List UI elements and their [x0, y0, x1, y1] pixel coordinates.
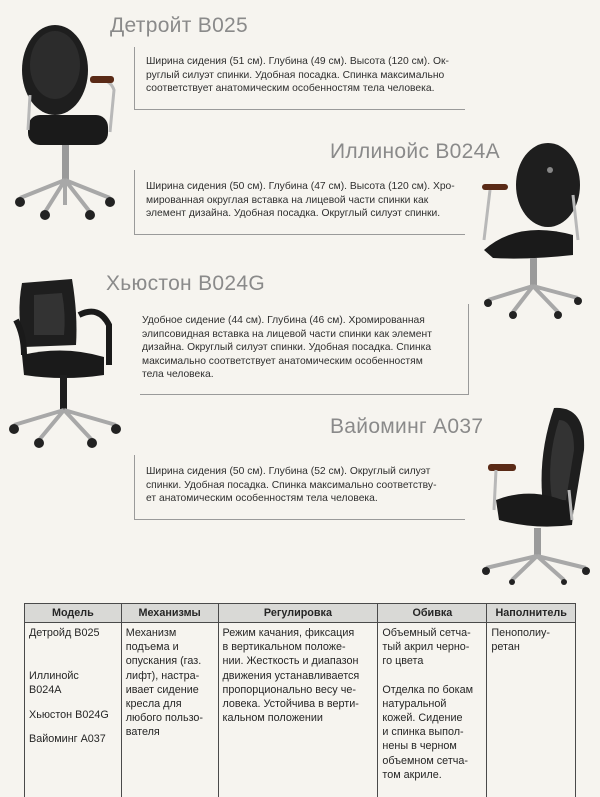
upholstery-text-1: Объемный сетча- тый акрил черно- го цвета [382, 626, 482, 669]
product-description-houston: Удобное сидение (44 см). Глубина (46 см). Хромированная элипсовидная вставка на лицевой части спинки как элемент дизайна. Округлый силуэт спинки. Удобная посадка. Спинка максимально соответствует анатомическим особенностям тела человека. [142, 314, 467, 382]
product-description-wyoming: Ширина сидения (50 см). Глубина (52 см). Округлый силуэт спинки. Удобная посадка. Спинка максимально соответству- ет анатомическим особенностям тела человека. [146, 465, 466, 506]
product-title-illinois: Иллинойс В024А [330, 140, 500, 164]
column-header-filler: Наполнитель [487, 604, 576, 623]
product-title-detroit: Детройт В025 [110, 14, 248, 38]
product-title-wyoming: Вайоминг А037 [330, 415, 483, 439]
mechanisms-cell [121, 623, 218, 797]
table-row [25, 623, 576, 797]
model-name: Вайоминг А037 [29, 732, 117, 746]
chair-wyoming-image [474, 400, 594, 585]
mechanisms-text: Механизм подъема и опускания (газ. лифт), настра- ивает сидение кресла для любого пользо- вателя [126, 626, 214, 740]
table-header-row [25, 604, 576, 623]
product-description-illinois: Ширина сидения (50 см). Глубина (47 см). Высота (120 см). Хро- мированная округлая вставка на лицевой части спинки как элемент дизайна. Удобная посадка. Округлый силуэт спинки. [146, 180, 471, 221]
filler-cell [487, 623, 576, 797]
models-cell [25, 623, 122, 797]
adjustment-text: Режим качания, фиксация в вертикальном положе- нии. Жесткость и диапазон движения устанавливается пропорционально весу че- ловека. Устойчива в верти- кальном положении [223, 626, 374, 725]
chair-illinois-image [478, 140, 588, 320]
column-header-mechanisms: Механизмы [121, 604, 218, 623]
column-header-model: Модель [25, 604, 122, 623]
model-name: Хьюстон В024G [29, 708, 117, 722]
upholstery-cell [378, 623, 487, 797]
chair-detroit-image [10, 20, 120, 220]
column-header-adjustment: Регулировка [218, 604, 378, 623]
chair-houston-image [4, 275, 124, 450]
model-name: Иллинойс В024А [29, 669, 117, 697]
column-header-upholstery: Обивка [378, 604, 487, 623]
spec-table [24, 603, 576, 797]
upholstery-text-2: Отделка по бокам натуральной кожей. Сидение и спинка выпол- нены в черном объемном сетча- том акриле. [382, 683, 482, 782]
product-description-detroit: Ширина сидения (51 см). Глубина (49 см). Высота (120 см). Ок- руглый силуэт спинки. Удобная посадка. Спинка максимально соответствует анатомическим особенностям тела человека. [146, 55, 466, 96]
model-name: Детройд В025 [29, 626, 117, 640]
adjustment-cell [218, 623, 378, 797]
filler-text: Пенополиу- ретан [491, 626, 571, 654]
product-title-houston: Хьюстон В024G [106, 272, 265, 296]
